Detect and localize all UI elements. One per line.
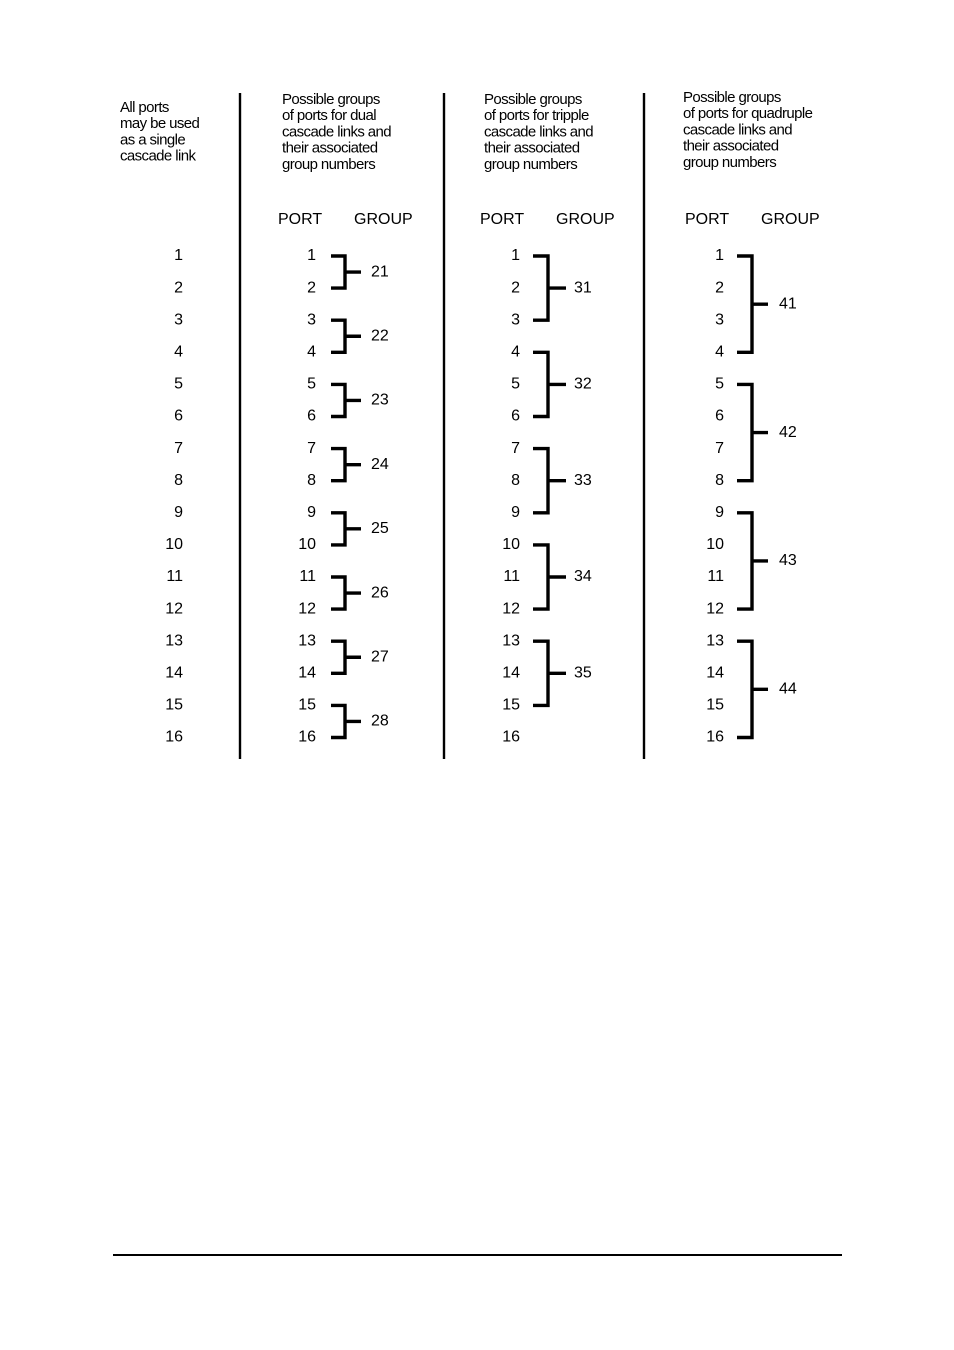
group-number: 21 — [371, 263, 389, 281]
port-number: 14 — [298, 664, 316, 682]
port-number: 6 — [174, 407, 183, 425]
port-number: 2 — [307, 279, 316, 297]
port-number: 9 — [307, 504, 316, 522]
port-number: 5 — [174, 375, 183, 393]
port-number: 6 — [715, 407, 724, 425]
column-heading-line: of ports for dual — [282, 107, 377, 125]
column-heading-line: may be used — [120, 115, 200, 133]
columns — [120, 89, 820, 746]
port-number: 4 — [511, 343, 520, 361]
column-dual — [278, 91, 413, 746]
port-number: 16 — [298, 728, 316, 746]
port-header: PORT — [480, 211, 525, 229]
group-bracket — [331, 384, 361, 416]
group-bracket — [737, 384, 768, 480]
port-number: 8 — [174, 471, 183, 489]
group-header: GROUP — [354, 211, 413, 229]
port-number: 2 — [174, 279, 183, 297]
port-number: 7 — [174, 439, 183, 457]
column-heading-line: group numbers — [282, 155, 376, 173]
port-number: 9 — [511, 504, 520, 522]
port-number: 10 — [502, 536, 520, 554]
group-bracket — [533, 352, 566, 416]
column-heading-line: Possible groups — [484, 90, 582, 108]
port-number: 16 — [706, 728, 724, 746]
group-number: 22 — [371, 327, 389, 345]
group-bracket — [533, 256, 566, 320]
port-number: 4 — [174, 343, 183, 361]
port-number: 12 — [706, 600, 724, 618]
group-header: GROUP — [761, 211, 820, 229]
group-header: GROUP — [556, 211, 615, 229]
column-quadruple — [683, 89, 820, 746]
port-number: 3 — [715, 311, 724, 329]
port-number: 12 — [165, 600, 183, 618]
group-bracket — [533, 449, 566, 513]
group-number: 32 — [574, 375, 592, 393]
port-number: 14 — [706, 664, 724, 682]
port-number: 7 — [715, 439, 724, 457]
group-number: 42 — [779, 423, 797, 441]
port-number: 3 — [174, 311, 183, 329]
column-heading-line: of ports for tripple — [484, 107, 589, 125]
group-number: 34 — [574, 568, 592, 586]
column-heading-line: cascade links and — [282, 123, 392, 141]
port-header: PORT — [685, 211, 730, 229]
port-number: 11 — [707, 568, 724, 586]
port-number: 13 — [298, 632, 316, 650]
port-number: 1 — [715, 247, 724, 265]
port-number: 15 — [706, 696, 724, 714]
group-bracket — [331, 256, 361, 288]
column-heading-line: their associated — [484, 139, 580, 157]
port-number: 16 — [502, 728, 520, 746]
group-bracket — [331, 513, 361, 545]
column-heading-line: group numbers — [484, 155, 578, 173]
port-number: 11 — [166, 568, 183, 586]
column-heading-line: cascade link — [120, 147, 196, 165]
group-number: 43 — [779, 552, 797, 570]
column-heading-line: group numbers — [683, 153, 777, 171]
port-number: 5 — [511, 375, 520, 393]
group-number: 23 — [371, 391, 389, 409]
group-bracket — [737, 256, 768, 352]
port-number: 15 — [165, 696, 183, 714]
port-number: 7 — [307, 439, 316, 457]
group-bracket — [331, 320, 361, 352]
port-number: 6 — [307, 407, 316, 425]
port-number: 1 — [307, 247, 316, 265]
column-dividers — [240, 90, 644, 759]
group-number: 41 — [779, 295, 797, 313]
port-number: 14 — [165, 664, 183, 682]
group-bracket — [331, 641, 361, 673]
column-heading-line: Possible groups — [282, 90, 380, 108]
port-number: 12 — [502, 600, 520, 618]
footer-rule — [113, 1254, 842, 1256]
port-number: 6 — [511, 407, 520, 425]
column-triple — [480, 91, 615, 746]
port-number: 1 — [511, 247, 520, 265]
column-heading-line: Possible groups — [683, 88, 781, 106]
column-heading-line: cascade links and — [484, 123, 594, 141]
group-number: 24 — [371, 455, 389, 473]
port-number: 10 — [706, 536, 724, 554]
port-number: 4 — [307, 343, 316, 361]
port-number: 15 — [502, 696, 520, 714]
group-bracket — [331, 577, 361, 609]
group-number: 35 — [574, 664, 592, 682]
column-single — [120, 99, 200, 746]
port-number: 10 — [298, 536, 316, 554]
port-number: 7 — [511, 439, 520, 457]
port-number: 11 — [503, 568, 520, 586]
port-number: 3 — [307, 311, 316, 329]
group-bracket — [533, 641, 566, 705]
column-heading-line: All ports — [120, 98, 169, 116]
port-number: 8 — [511, 471, 520, 489]
port-number: 3 — [511, 311, 520, 329]
column-heading-line: cascade links and — [683, 121, 793, 139]
port-number: 10 — [165, 536, 183, 554]
port-number: 5 — [715, 375, 724, 393]
port-number: 2 — [715, 279, 724, 297]
port-number: 12 — [298, 600, 316, 618]
port-number: 15 — [298, 696, 316, 714]
port-number: 8 — [307, 471, 316, 489]
port-number: 8 — [715, 471, 724, 489]
group-bracket — [737, 641, 768, 737]
group-bracket — [737, 513, 768, 609]
group-number: 33 — [574, 471, 592, 489]
port-number: 11 — [299, 568, 316, 586]
port-number: 13 — [502, 632, 520, 650]
port-header: PORT — [278, 211, 323, 229]
group-number: 31 — [574, 279, 592, 297]
group-number: 27 — [371, 648, 389, 666]
port-number: 2 — [511, 279, 520, 297]
port-number: 13 — [706, 632, 724, 650]
group-number: 25 — [371, 520, 389, 538]
port-number: 9 — [715, 504, 724, 522]
column-heading-line: their associated — [683, 137, 779, 155]
port-number: 4 — [715, 343, 724, 361]
group-bracket — [331, 705, 361, 737]
group-bracket — [331, 449, 361, 481]
column-heading-line: of ports for quadruple — [683, 105, 813, 123]
column-heading-line: as a single — [120, 131, 186, 149]
port-number: 5 — [307, 375, 316, 393]
port-number: 1 — [174, 247, 183, 265]
port-number: 9 — [174, 504, 183, 522]
group-number: 26 — [371, 584, 389, 602]
group-number: 28 — [371, 712, 389, 730]
port-number: 16 — [165, 728, 183, 746]
group-number: 44 — [779, 680, 797, 698]
port-number: 13 — [165, 632, 183, 650]
port-number: 14 — [502, 664, 520, 682]
column-heading-line: their associated — [282, 139, 378, 157]
group-bracket — [533, 545, 566, 609]
